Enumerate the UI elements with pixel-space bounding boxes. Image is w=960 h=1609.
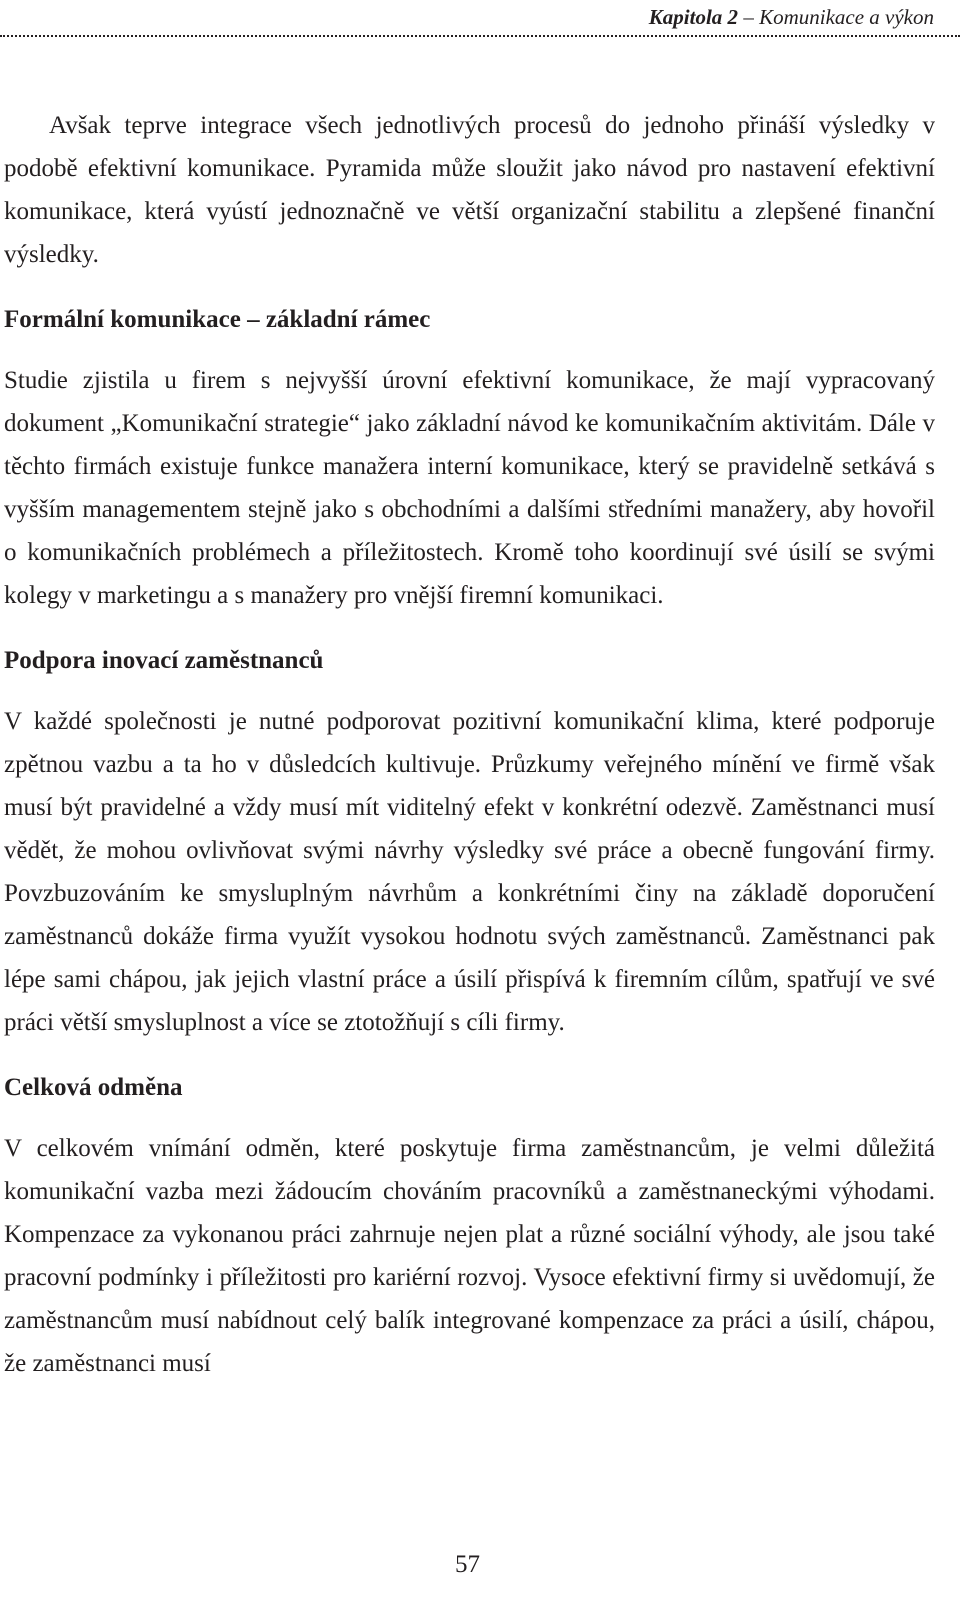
page-number: 57 — [455, 1551, 480, 1578]
chapter-label: Kapitola 2 — [648, 5, 739, 29]
intro-paragraph: Avšak teprve integrace všech jednotlivých procesů do jednoho přináší výsledky v podobě efektivní komunikace. Pyramida může sloužit jako návod pro nastavení efektivní komunikace, která vyústí jednoznačně ve větší organizační stabilitu a zlepšené finanční výsledky. — [4, 112, 935, 268]
section-paragraph-employee-innovation: V každé společnosti je nutné podporovat pozitivní komunikační klima, které podporuje zpětnou vazbu a ta ho v důsledcích kultivuje. Průzkumy veřejného mínění ve firmě však musí být pravidelné a vždy musí mít viditelný efekt v konkrétní odezvě. Zaměstnanci musí vědět, že mohou ovlivňovat svými návrhy výsledky své práce a obecně fungování firmy. Povzbuzováním ke smysluplným návrhům a konkrétními činy na základě doporučení zaměstnanců dokáže firma využít vysokou hodnotu svých zaměstnanců. Zaměstnanci pak lépe sami chápou, jak jejich vlastní práce a úsilí přispívá k firemním cílům, spatřují ve své práci větší smysluplnost a více se ztotožňují s cíli firmy. — [4, 708, 935, 1036]
section-paragraph-formal-communication: Studie zjistila u firem s nejvyšší úrovní efektivní komunikace, že mají vypracovaný dokument „Komunikační strategie“ jako základní návod ke komunikačním aktivitám. Dále v těchto firmách existuje funkce manažera interní komunikace, který se pravidelně setkává s vyšším managementem stejně jako s obchodními a dalšími středními manažery, aby hovořil o komunikačních problémech a příležitostech. Kromě toho koordinují své úsilí se svými kolegy v marketingu a s manažery pro vnější firemní komunikaci. — [4, 367, 935, 609]
chapter-title: Komunikace a výkon — [759, 5, 934, 29]
header-dotted-rule — [0, 35, 960, 37]
section-heading-total-reward: Celková odměna — [4, 1074, 183, 1101]
section-paragraph-total-reward: V celkovém vnímání odměn, které poskytuje firma zaměstnancům, je velmi důležitá komunikační vazba mezi žádoucím chováním pracovníků a zaměstnaneckými výhodami. Kompenzace za vykonanou práci zahrnuje nejen plat a různé sociální výhody, ale jsou také pracovní podmínky i příležitosti pro kariérní rozvoj. Vysoce efektivní firmy si uvědomují, že zaměstnancům musí nabídnout celý balík integrované kompenzace za práci a úsilí, chápou, že zaměstnanci musí — [4, 1135, 935, 1377]
running-header — [649, 4, 934, 30]
section-heading-employee-innovation: Podpora inovací zaměstnanců — [4, 647, 324, 674]
section-heading-formal-communication: Formální komunikace – základní rámec — [4, 306, 431, 333]
header-separator: – — [743, 5, 754, 29]
page-body — [4, 104, 935, 1385]
